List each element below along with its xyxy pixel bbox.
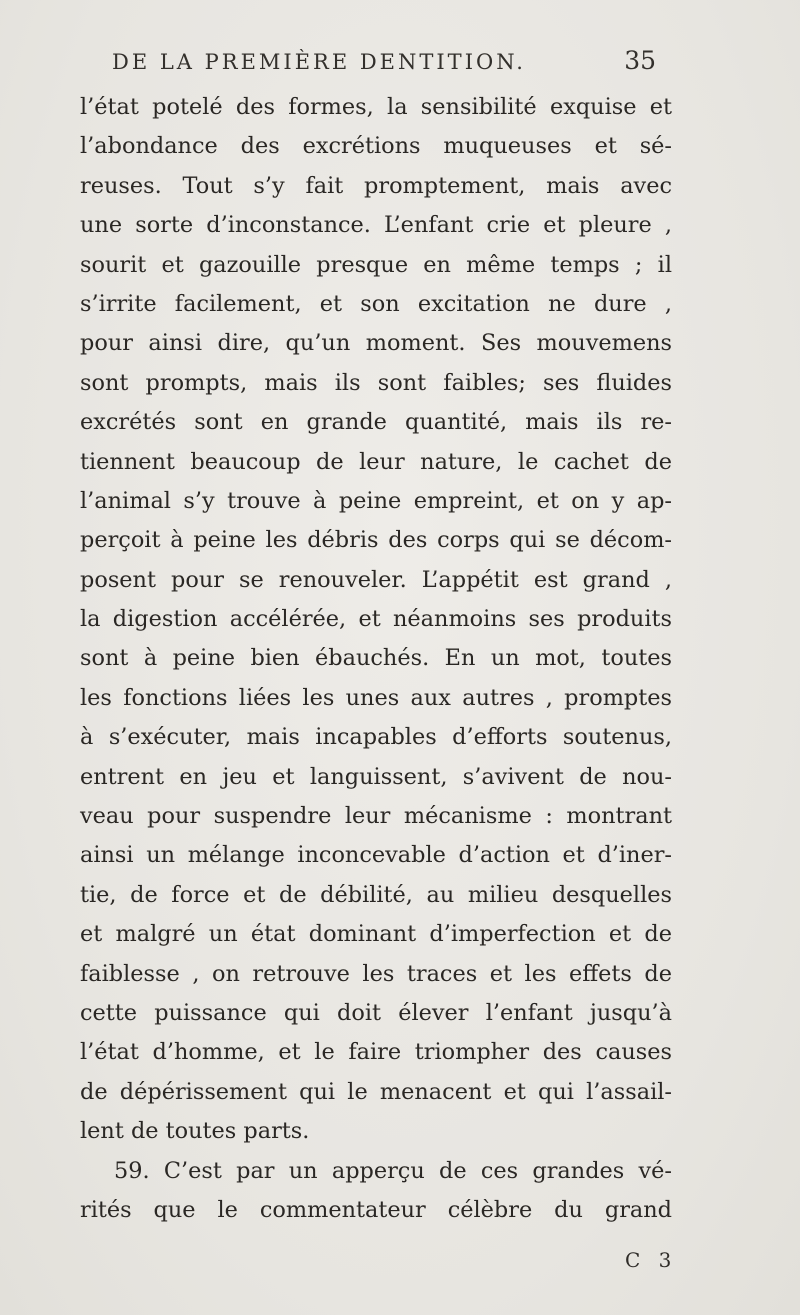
text-line: tie, de force et de débilité, au milieu desquelles — [80, 881, 672, 908]
running-head — [112, 46, 656, 80]
text-line: lent de toutes parts. — [80, 1118, 310, 1145]
text-line: les fonctions liées les unes aux autres , promptes — [80, 684, 672, 711]
text-line: s’irrite facilement, et son excitation ne dure , — [80, 290, 672, 317]
text-line: veau pour suspendre leur mécanisme : montrant — [80, 803, 672, 830]
text-line: l’abondance des excrétions muqueuses et sé- — [80, 133, 672, 160]
text-line: tiennent beaucoup de leur nature, le cachet de — [80, 448, 672, 475]
text-line: sont prompts, mais ils sont faibles; ses fluides — [80, 369, 672, 396]
text-line: l’état d’homme, et le faire triompher des causes — [80, 1039, 672, 1066]
text-line: rités que le commentateur célèbre du grand — [80, 1196, 672, 1223]
signature-mark: C 3 — [625, 1248, 678, 1272]
text-line: à s’exécuter, mais incapables d’efforts soutenus, — [80, 724, 672, 751]
body-text — [80, 88, 672, 1230]
text-line: l’état potelé des formes, la sensibilité exquise et — [80, 94, 672, 120]
text-line: sourit et gazouille presque en même temps ; il — [80, 251, 672, 278]
text-line: une sorte d’inconstance. L’enfant crie et pleure , — [80, 212, 672, 239]
text-line: faiblesse , on retrouve les traces et les effets de — [80, 960, 672, 987]
paragraph-start-line: 59. C’est par un apperçu de ces grandes vé- — [114, 1157, 672, 1184]
text-line: perçoit à peine les débris des corps qui se décom- — [80, 527, 672, 554]
text-line: sont à peine bien ébauchés. En un mot, toutes — [80, 645, 672, 672]
text-line: la digestion accélérée, et néanmoins ses produits — [80, 606, 672, 633]
text-line: reuses. Tout s’y fait promptement, mais avec — [80, 172, 672, 199]
running-title: DE LA PREMIÈRE DENTITION. — [112, 50, 526, 74]
text-line: de dépérissement qui le menacent et qui l’assail- — [80, 1078, 672, 1105]
text-line: pour ainsi dire, qu’un moment. Ses mouvemens — [80, 330, 672, 357]
text-line: cette puissance qui doit élever l’enfant jusqu’à — [80, 999, 672, 1026]
text-line: excrétés sont en grande quantité, mais ils re- — [80, 409, 672, 436]
text-line: entrent en jeu et languissent, s’avivent de nou- — [80, 763, 672, 790]
text-line: posent pour se renouveler. L’appétit est grand , — [80, 566, 672, 593]
text-line: ainsi un mélange inconcevable d’action et d’iner- — [80, 842, 672, 869]
text-line: l’animal s’y trouve à peine empreint, et on y ap- — [80, 487, 672, 514]
page-number: 35 — [624, 46, 656, 75]
text-line: et malgré un état dominant d’imperfection et de — [80, 921, 672, 948]
